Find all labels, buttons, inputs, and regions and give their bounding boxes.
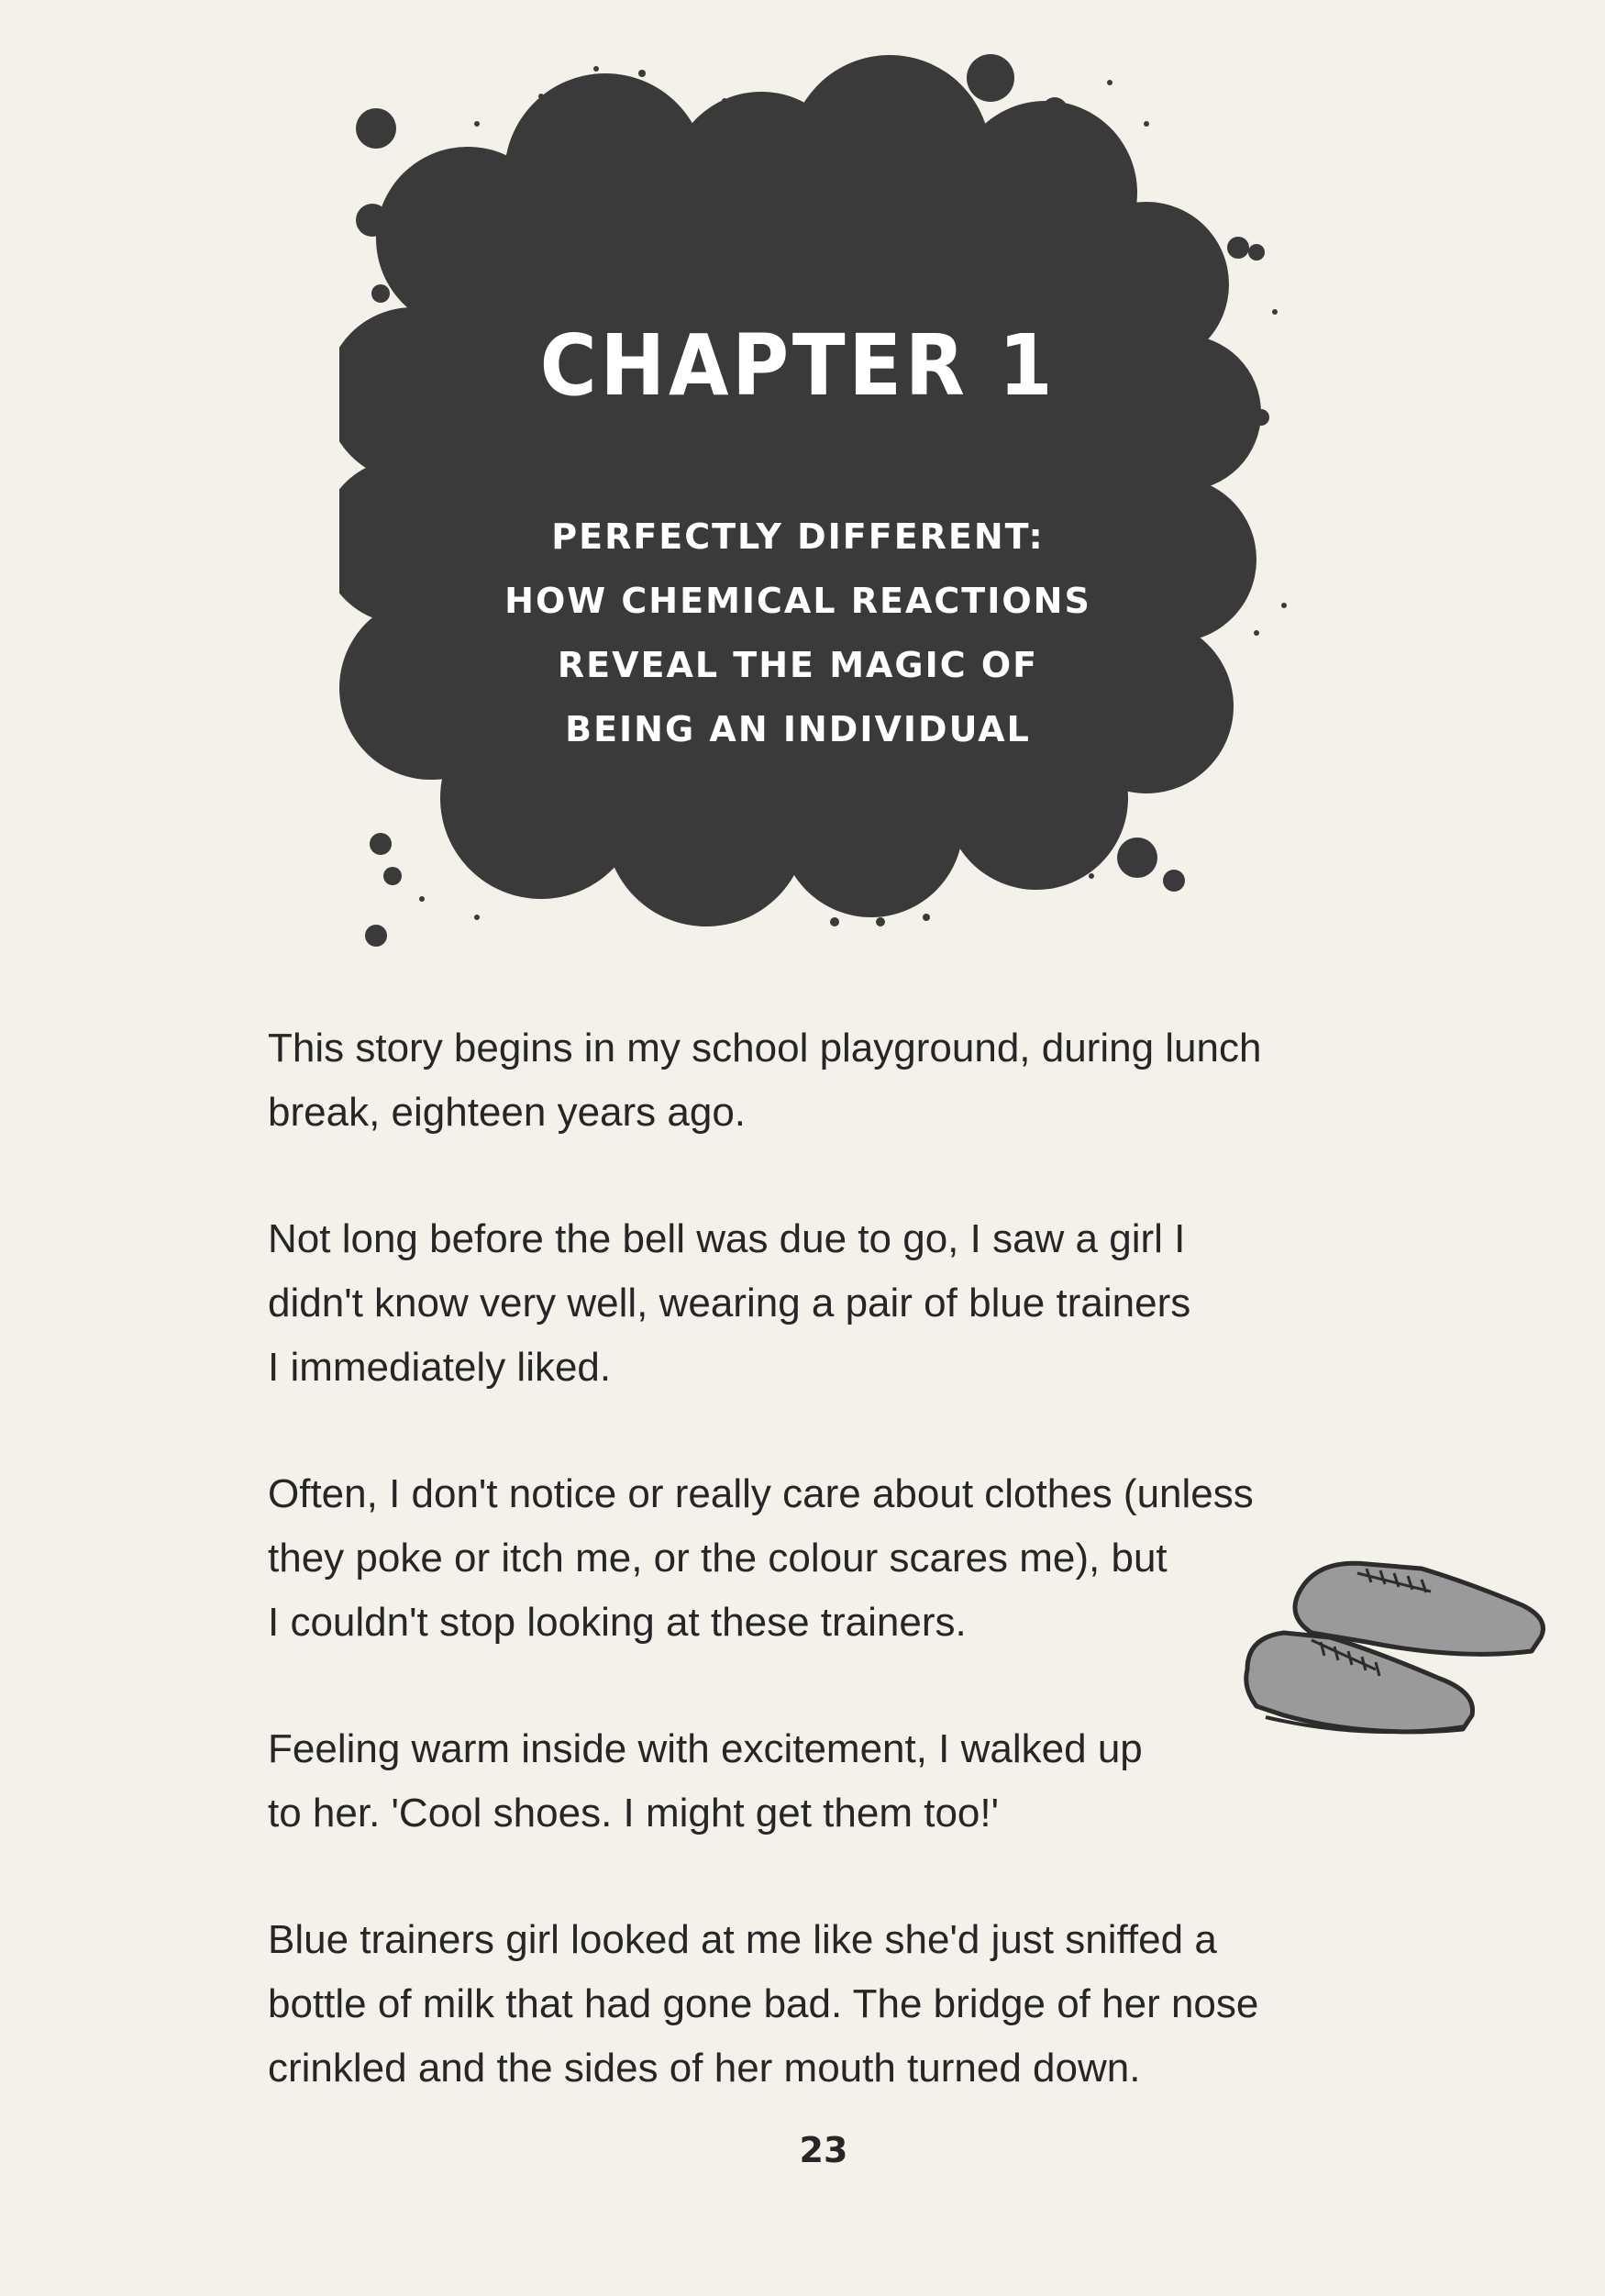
chapter-title: CHAPTER 1 [539,316,1057,415]
text-line: crinkled and the sides of her mouth turned down. [268,2046,1141,2091]
subtitle-line: PERFECTLY DIFFERENT: [551,516,1045,557]
text-line: bottle of milk that had gone bad. The bridge of her nose [268,1981,1259,2026]
text-line: I immediately liked. [268,1345,612,1390]
text-line: Feeling warm inside with excitement, I walked up [268,1726,1143,1771]
text-line: break, eighteen years ago. [268,1090,747,1135]
subtitle-line: BEING AN INDIVIDUAL [565,709,1031,749]
paragraph [268,1908,1368,2101]
chapter-subtitle [339,505,1256,761]
text-line: they poke or itch me, or the colour scares me), but [268,1536,1168,1581]
text-line: Blue trainers girl looked at me like she'd just sniffed a [268,1917,1217,1962]
body-text [268,1016,1368,2163]
paragraph [268,1207,1368,1400]
paragraph [268,1462,1368,1655]
text-line: Often, I don't notice or really care about clothes (unless [268,1471,1254,1516]
text-line: I couldn't stop looking at these trainers. [268,1600,967,1645]
text-line: This story begins in my school playground, during lunch [268,1026,1262,1070]
page-number: 23 [799,2130,848,2170]
paragraph [268,1717,1368,1846]
text-line: Not long before the bell was due to go, I saw a girl I [268,1216,1186,1261]
text-line: to her. 'Cool shoes. I might get them too!' [268,1791,1000,1836]
text-line: didn't know very well, wearing a pair of blue trainers [268,1281,1191,1325]
trainers-illustration-icon [1229,1550,1559,1743]
subtitle-line: HOW CHEMICAL REACTIONS [504,581,1091,621]
paragraph [268,1016,1368,1145]
chapter-header [339,46,1330,963]
subtitle-line: REVEAL THE MAGIC OF [557,645,1039,685]
